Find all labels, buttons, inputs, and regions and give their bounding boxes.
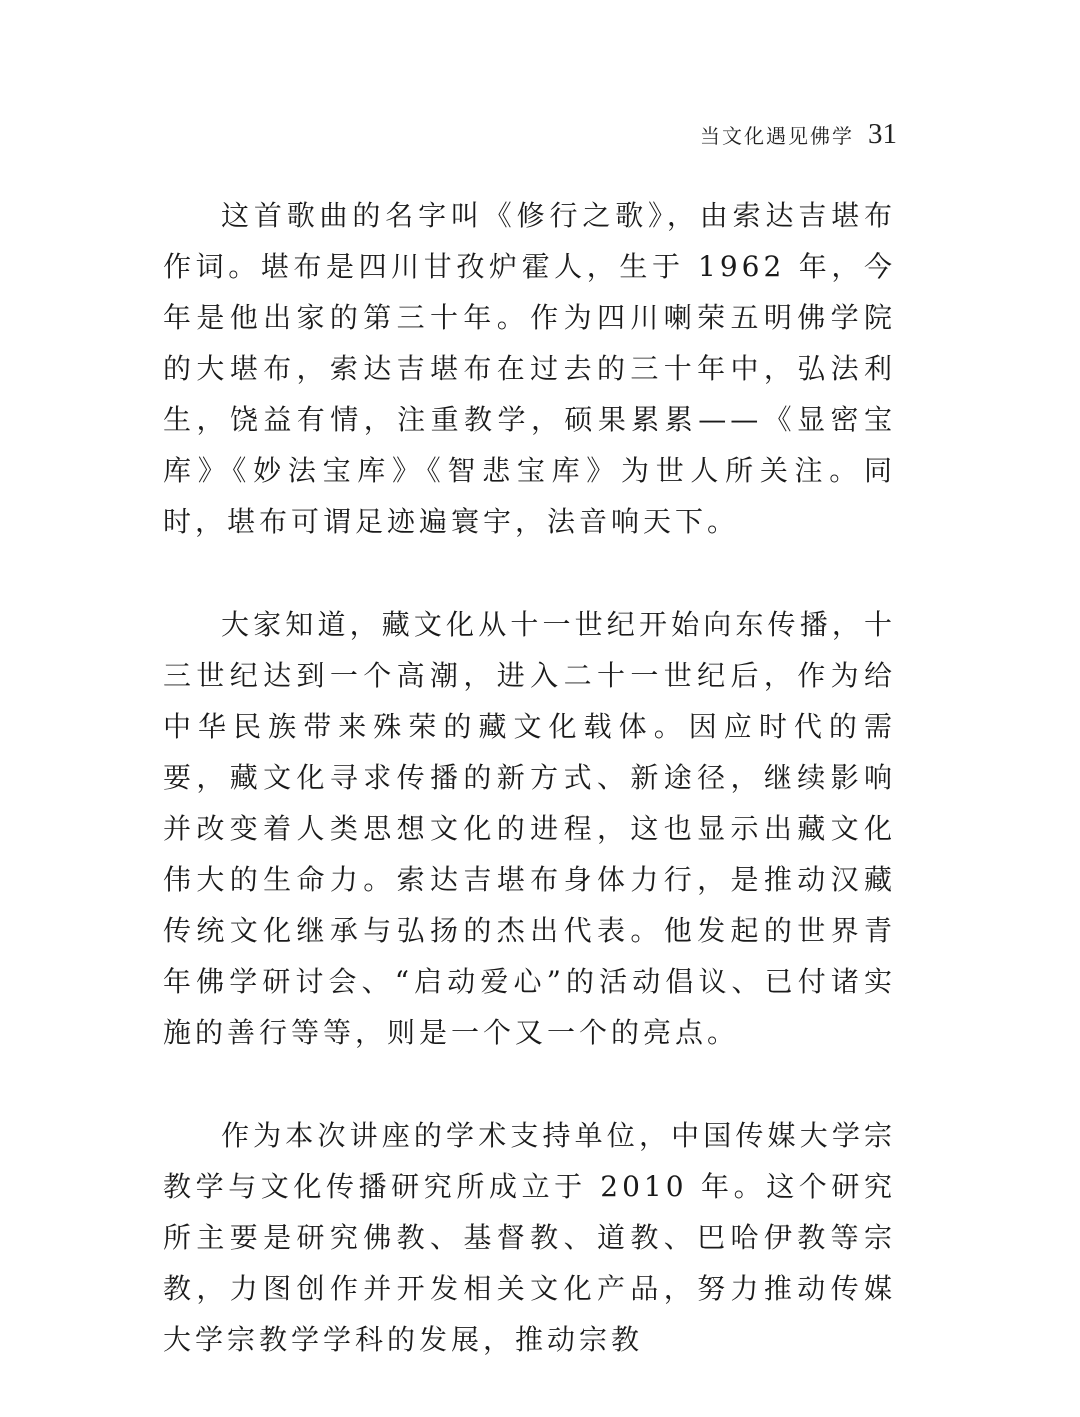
- page-number: 31: [868, 118, 897, 150]
- body-text: [163, 190, 896, 1417]
- paragraph-1: 这首歌曲的名字叫《修行之歌》，由索达吉堪布作词。堪布是四川甘孜炉霍人，生于 1962 年，今年是他出家的第三十年。作为四川喇荣五明佛学院的大堪布，索达吉堪布在过去的三十年中，弘法利生，饶益有情，注重教学，硕果累累——《显密宝库》《妙法宝库》《智悲宝库》为世人所关注。同时，堪布可谓足迹遍寰宇，法音响天下。: [163, 199, 896, 538]
- running-title: 当文化遇见佛学: [700, 124, 854, 148]
- paragraph-2: 大家知道，藏文化从十一世纪开始向东传播，十三世纪达到一个高潮，进入二十一世纪后，作为给中华民族带来殊荣的藏文化载体。因应时代的需要，藏文化寻求传播的新方式、新途径，继续影响并改变着人类思想文化的进程，这也显示出藏文化伟大的生命力。索达吉堪布身体力行，是推动汉藏传统文化继承与弘扬的杰出代表。他发起的世界青年佛学研讨会、“启动爱心”的活动倡议、已付诸实施的善行等等，则是一个又一个的亮点。: [163, 608, 896, 1049]
- running-header: [700, 118, 897, 151]
- paragraph-3: 作为本次讲座的学术支持单位，中国传媒大学宗教学与文化传播研究所成立于 2010 年。这个研究所主要是研究佛教、基督教、道教、巴哈伊教等宗教，力图创作并开发相关文化产品，努力推动传媒大学宗教学学科的发展，推动宗教: [163, 1119, 896, 1356]
